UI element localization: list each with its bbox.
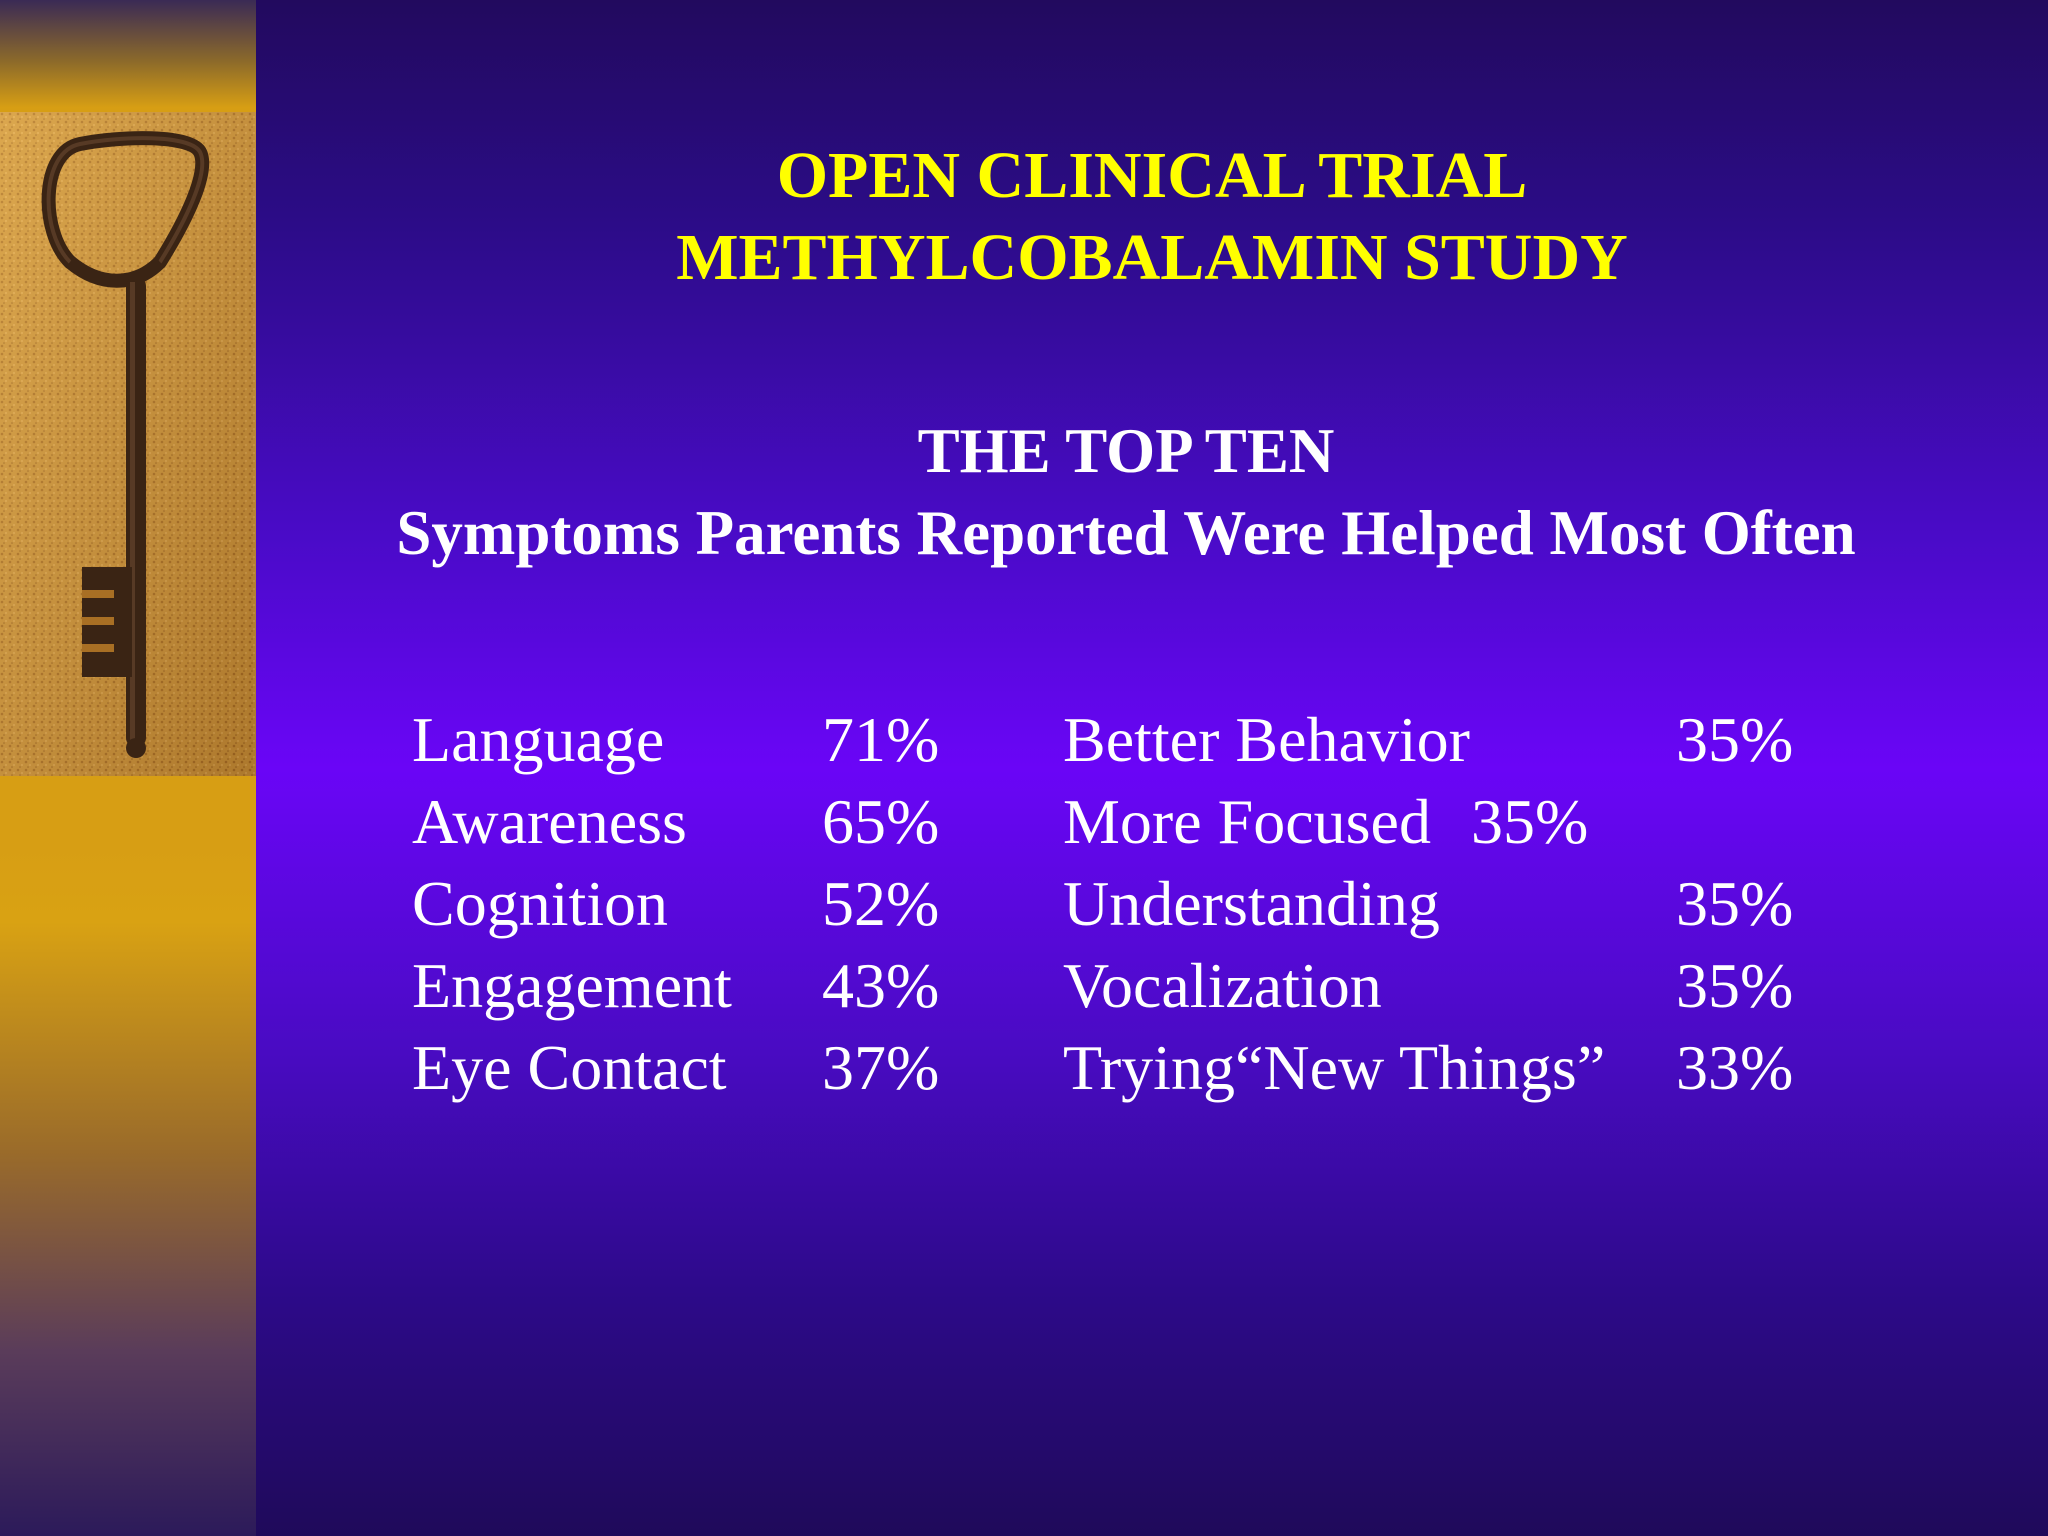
symptom-label: Engagement	[412, 950, 732, 1021]
symptom-label: Vocalization	[1063, 950, 1382, 1021]
subtitle-line-1: THE TOP TEN	[917, 416, 1335, 486]
subtitle-line-2: Symptoms Parents Reported Were Helped Most Often	[396, 498, 1856, 568]
symptom-percent: 35%	[1676, 868, 1794, 939]
symptom-percent: 37%	[822, 1032, 940, 1103]
title-line-1: OPEN CLINICAL TRIAL	[776, 139, 1528, 212]
symptom-label: Understanding	[1063, 868, 1440, 939]
title-line-2: METHYLCOBALAMIN STUDY	[676, 221, 1628, 294]
slide-title	[256, 135, 2048, 299]
symptom-percent: 35%	[1471, 786, 1589, 857]
symptom-percent: 65%	[822, 786, 940, 857]
old-key-image	[0, 112, 256, 776]
symptom-label: More Focused	[1063, 786, 1431, 857]
symptom-percent: 52%	[822, 868, 940, 939]
symptom-label: Language	[412, 704, 665, 775]
symptom-percent: 33%	[1676, 1032, 1794, 1103]
symptom-label: Eye Contact	[412, 1032, 727, 1103]
symptom-percent: 71%	[822, 704, 940, 775]
symptom-label: Better Behavior	[1063, 704, 1470, 775]
symptom-label: Awareness	[412, 786, 687, 857]
symptom-percent: 43%	[822, 950, 940, 1021]
symptom-label: Trying“New Things”	[1063, 1032, 1606, 1103]
symptom-label: Cognition	[412, 868, 669, 939]
symptom-percent: 35%	[1676, 950, 1794, 1021]
slide-subtitle	[256, 410, 1996, 574]
symptom-percent: 35%	[1676, 704, 1794, 775]
side-decoration-strip	[0, 0, 256, 1536]
